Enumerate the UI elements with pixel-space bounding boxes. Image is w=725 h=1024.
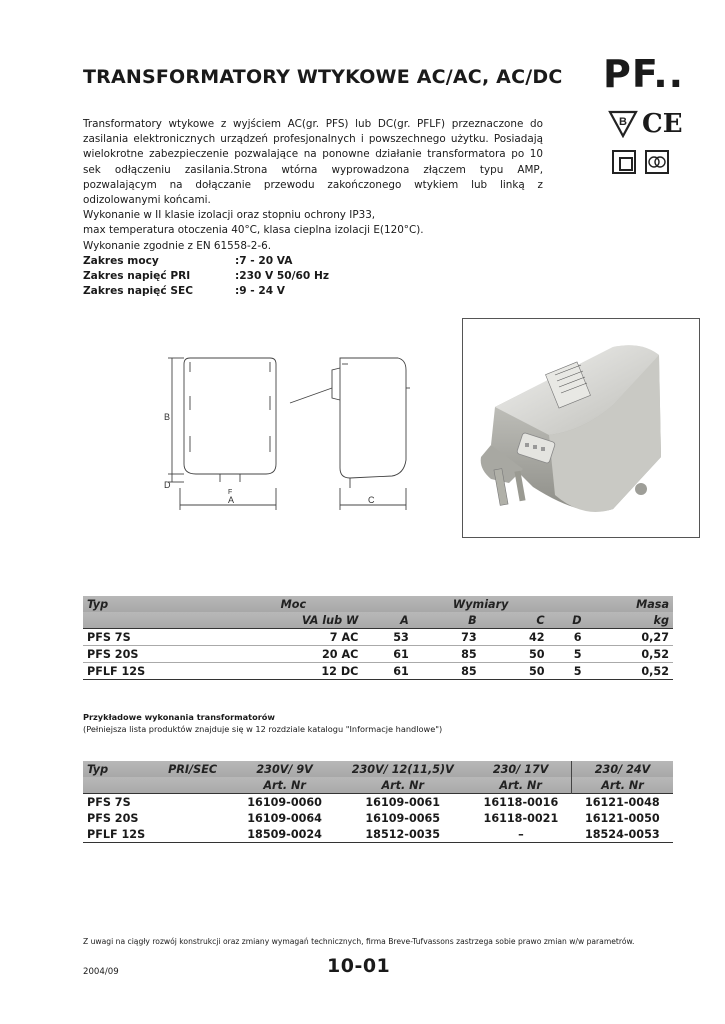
cell-typ: PFS 7S (83, 794, 164, 811)
col-230-24: 230/ 24V (572, 761, 673, 777)
cell-masa: 0,52 (586, 663, 673, 680)
cell-typ: PFS 20S (83, 646, 224, 663)
cell-art-12v: 16109-0065 (365, 811, 441, 825)
cell-d: 6 (549, 629, 586, 646)
description-line: max temperatura otoczenia 40°C, klasa cieplna izolacji E(120°C). (83, 224, 424, 237)
cell-a: 53 (362, 629, 412, 646)
dim-label-d: D (164, 480, 171, 490)
cert-b-label: B (619, 116, 627, 128)
table-row (83, 629, 673, 646)
table-row (83, 794, 673, 811)
cell-masa: 0,52 (586, 646, 673, 663)
cell-art-24v: 16121-0050 (584, 811, 660, 825)
cell-typ: PFLF 12S (83, 826, 164, 843)
table-row (83, 810, 673, 826)
ce-mark-icon: CE (642, 109, 683, 139)
cell-typ: PFS 20S (87, 811, 139, 825)
col-230-17: 230/ 17V (492, 762, 549, 776)
spec-label: Zakres mocy (83, 254, 159, 267)
cell-art-17v: 16118-0021 (483, 811, 559, 825)
safety-transformer-icon (645, 150, 669, 174)
cell-moc: 7 AC (224, 629, 362, 646)
cell-d: 5 (549, 646, 586, 663)
spec-value: :9 - 24 V (235, 284, 286, 297)
dimension-drawing (160, 348, 420, 518)
cell-art-9v: 16109-0064 (247, 811, 322, 825)
article-numbers-table (83, 761, 673, 843)
cell-moc: 20 AC (224, 646, 362, 663)
double-insulation-icon (612, 150, 636, 174)
col-230-12: 230V/ 12(11,5)V (351, 762, 454, 776)
cell-b: 85 (413, 646, 481, 663)
spec-value: :7 - 20 VA (235, 254, 293, 267)
spec-row (83, 254, 543, 269)
series-code: PF.. (603, 52, 685, 96)
product-photo (462, 318, 700, 538)
cell-a: 61 (362, 646, 412, 663)
spec-label: Zakres napięć SEC (83, 284, 193, 297)
cell-c: 42 (481, 629, 549, 646)
cell-art-24v: 16121-0048 (572, 794, 673, 811)
cell-art-9v: 18509-0024 (234, 826, 335, 843)
page-title: TRANSFORMATORY WTYKOWE AC/AC, AC/DC (83, 66, 563, 88)
col-art-nr: Art. Nr (263, 778, 306, 792)
col-art-nr: Art. Nr (381, 778, 425, 792)
col-moc-unit: VA lub W (301, 613, 359, 627)
table-row (83, 826, 673, 843)
spec-label: Zakres napięć PRI (83, 269, 191, 282)
table-row (83, 663, 673, 680)
col-230-9: 230V/ 9V (256, 762, 313, 776)
description-paragraph: Transformatory wtykowe z wyjściem AC(gr. PFS) lub DC(gr. PFLF) przeznaczone do zasilania elektronicznych urządzeń profesjonalnych i powszechnego użytku. Posiadają wielokrotne zabezpieczenie pozwalające na ponowne działanie transformatora po 10 sek odłączeniu zasilania.Strona wtórna wyprowadzona złączem typu AMP, pozwalającym na dołączanie przewodu zakończonego wtykiem lub linką z odizolowanymi końcami. (83, 118, 543, 207)
col-typ: Typ (87, 762, 109, 776)
cell-art-17v: 16118-0016 (470, 794, 571, 811)
cell-masa: 0,27 (586, 629, 673, 646)
cell-art-24v: 18524-0053 (572, 826, 673, 843)
cell-art-17v: – (470, 826, 571, 843)
cell-art-9v: 16109-0060 (234, 794, 335, 811)
examples-note: (Pełniejsza lista produktów znajduje się w 12 rozdziale katalogu "Informacje handlowe") (83, 724, 443, 734)
cell-moc: 12 DC (224, 663, 362, 680)
col-c: C (536, 613, 545, 627)
cell-c: 50 (481, 646, 549, 663)
spec-value: :230 V 50/60 Hz (235, 269, 329, 282)
description-block (83, 117, 543, 299)
description-line: Wykonanie zgodnie z EN 61558-2-6. (83, 239, 272, 252)
dimensions-table (83, 596, 673, 680)
examples-title: Przykładowe wykonania transformatorów (83, 712, 275, 722)
issue-date: 2004/09 (83, 967, 119, 977)
footer-note: Z uwagi na ciągły rozwój konstrukcji oraz zmiany wymagań technicznych, firma Breve-Tufvassons zastrzega sobie prawo zmian w/w parametrów. (83, 937, 635, 946)
spec-row (83, 269, 543, 284)
cell-d: 5 (549, 663, 586, 680)
col-a: A (400, 613, 409, 627)
col-d: D (572, 613, 582, 627)
cell-b: 73 (413, 629, 481, 646)
cell-c: 50 (481, 663, 549, 680)
table-row (83, 646, 673, 663)
col-moc: Moc (280, 597, 307, 611)
page-number: 10-01 (327, 955, 391, 977)
col-typ: Typ (87, 597, 109, 611)
cell-art-12v: 16109-0061 (335, 794, 470, 811)
dim-label-b: B (164, 412, 171, 422)
col-b: B (468, 613, 477, 627)
col-art-nr: Art. Nr (572, 777, 673, 794)
cell-typ: PFS 7S (83, 629, 224, 646)
description-line: Wykonanie w II klasie izolacji oraz stopniu ochrony IP33, (83, 209, 376, 222)
cell-typ: PFLF 12S (83, 663, 224, 680)
col-masa-unit: kg (653, 613, 669, 627)
dim-label-a: A (228, 495, 235, 505)
cell-art-12v: 18512-0035 (335, 826, 470, 843)
spec-row (83, 284, 543, 299)
col-wymiary: Wymiary (452, 597, 509, 611)
cell-a: 61 (362, 663, 412, 680)
safety-b-mark-icon (608, 110, 638, 138)
dim-label-f: F (228, 489, 233, 496)
col-art-nr: Art. Nr (499, 778, 542, 792)
col-pri-sec: PRI/SEC (168, 762, 218, 776)
col-masa: Masa (636, 597, 669, 611)
cell-b: 85 (413, 663, 481, 680)
dim-label-c: C (368, 495, 375, 505)
